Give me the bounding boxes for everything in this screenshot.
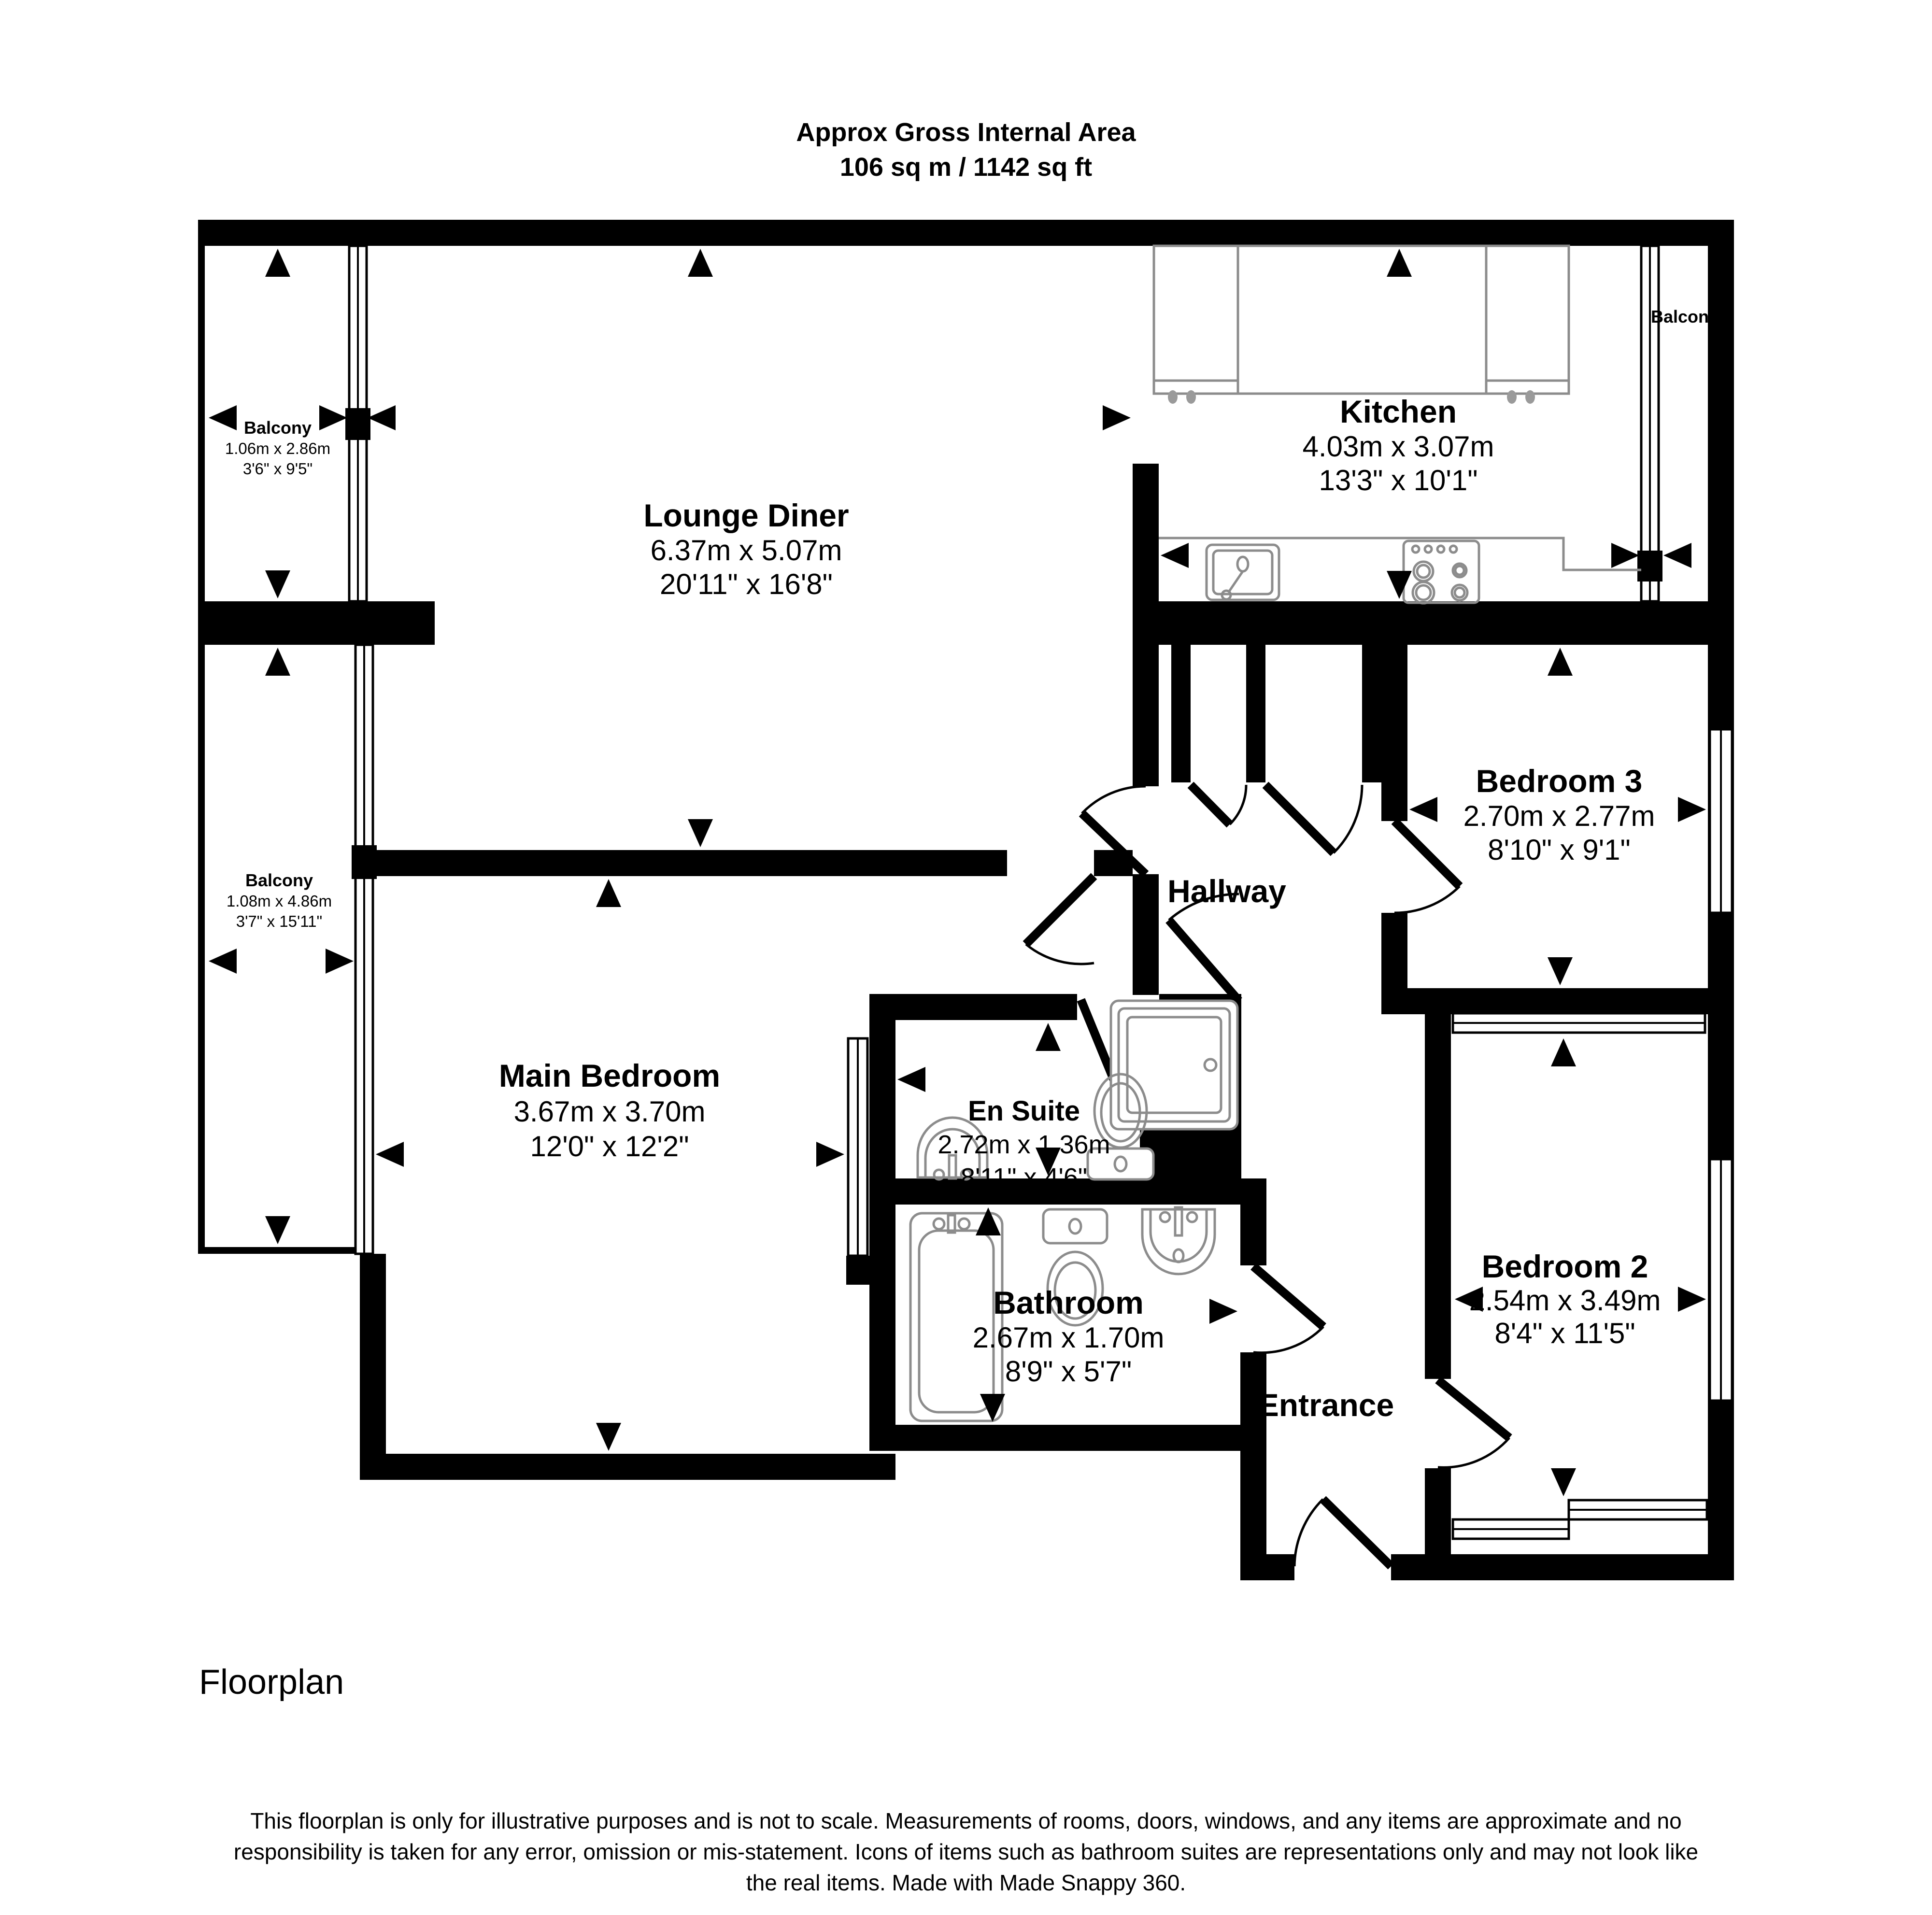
balcony-door-meeting-stile (352, 845, 377, 879)
svg-text:Kitchen: Kitchen (1339, 394, 1457, 429)
svg-text:8'10" x 9'1": 8'10" x 9'1" (1488, 834, 1631, 866)
svg-text:2.54m x 3.49m: 2.54m x 3.49m (1469, 1284, 1661, 1317)
svg-text:6.37m x 5.07m: 6.37m x 5.07m (650, 534, 842, 567)
svg-text:Hallway: Hallway (1167, 873, 1286, 909)
balcony-door-meeting-stile (345, 408, 370, 440)
svg-text:Bathroom: Bathroom (993, 1285, 1144, 1320)
bath-icon (910, 1213, 1002, 1421)
svg-text:4.03m x 3.07m: 4.03m x 3.07m (1302, 430, 1494, 463)
balcony-door-meeting-stile (1637, 551, 1662, 582)
label-en-suite (938, 1095, 1110, 1192)
label-entrance (1258, 1387, 1394, 1423)
svg-text:3'7" x 15'11": 3'7" x 15'11" (236, 912, 323, 930)
svg-text:13'3" x 10'1": 13'3" x 10'1" (1319, 464, 1478, 496)
svg-text:Entrance: Entrance (1257, 1387, 1394, 1423)
svg-text:3'6" x 9'5": 3'6" x 9'5" (242, 460, 313, 478)
bedroom2-door (1438, 1380, 1509, 1467)
svg-text:Balcony: Balcony (245, 870, 313, 890)
svg-text:12'0" x 12'2": 12'0" x 12'2" (530, 1130, 689, 1163)
label-bedroom2 (1469, 1248, 1661, 1349)
inner-hall-door (1169, 894, 1239, 1001)
shower-icon (1111, 1001, 1237, 1129)
kitchen-wall-units (1154, 246, 1569, 394)
svg-text:En Suite: En Suite (967, 1095, 1080, 1127)
svg-text:2.67m x 1.70m: 2.67m x 1.70m (972, 1321, 1165, 1354)
bedroom3-door (1394, 821, 1460, 913)
svg-text:2.72m x 1.36m: 2.72m x 1.36m (938, 1130, 1110, 1159)
bathroom-door (1253, 1266, 1323, 1353)
label-hallway (1167, 873, 1286, 909)
svg-text:1.06m x 2.86m: 1.06m x 2.86m (225, 440, 331, 457)
label-main-bedroom (499, 1058, 720, 1163)
floorplan-caption: Floorplan (199, 1663, 344, 1702)
svg-text:Bedroom 2: Bedroom 2 (1481, 1248, 1648, 1284)
kitchen-counter (1159, 538, 1641, 570)
label-lounge-diner (643, 497, 849, 600)
label-bedroom3 (1463, 763, 1655, 866)
walls-layer (198, 220, 1734, 1580)
svg-text:8'9" x 5'7": 8'9" x 5'7" (1005, 1355, 1132, 1388)
svg-text:8'4" x 11'5": 8'4" x 11'5" (1494, 1317, 1635, 1349)
front-door (1294, 1499, 1391, 1566)
label-balcony-top-right (1651, 307, 1719, 326)
label-balcony-left (227, 870, 332, 930)
title-line2: 106 sq m / 1142 sq ft (839, 153, 1093, 182)
main-bedroom-door (1026, 876, 1094, 964)
label-balcony-top-left (225, 418, 330, 478)
svg-text:Main Bedroom: Main Bedroom (498, 1058, 721, 1093)
svg-text:20'11" x 16'8": 20'11" x 16'8" (660, 568, 833, 600)
svg-text:8'11" x 4'6": 8'11" x 4'6" (960, 1163, 1088, 1192)
svg-text:Balcony: Balcony (1650, 307, 1719, 326)
svg-text:3.67m x 3.70m: 3.67m x 3.70m (513, 1095, 706, 1128)
sink-icon (1207, 545, 1279, 600)
basin-icon (1142, 1207, 1215, 1274)
hallway-cupboard-door-2 (1265, 785, 1362, 853)
hallway-cupboard-door-1 (1191, 785, 1246, 824)
label-kitchen (1303, 394, 1494, 496)
title-line1: Approx Gross Internal Area (796, 118, 1136, 147)
hob-icon (1404, 541, 1479, 603)
svg-text:Bedroom 3: Bedroom 3 (1476, 763, 1643, 799)
svg-text:Lounge Diner: Lounge Diner (643, 497, 849, 533)
svg-text:Balcony: Balcony (243, 418, 312, 438)
svg-text:2.70m x 2.77m: 2.70m x 2.77m (1463, 800, 1655, 832)
svg-text:1.08m x 4.86m: 1.08m x 4.86m (226, 892, 332, 910)
disclaimer-text: This floorplan is only for illustrative purposes and is not to scale. Measurements of rooms, doors, windows, and any items are approximate and no responsibility is taken for any error, omission or mis-statement. Icons of items such as bathroom suites are representations only and may not look like the real items. Made with Made Snappy 360. (233, 1808, 1699, 1895)
